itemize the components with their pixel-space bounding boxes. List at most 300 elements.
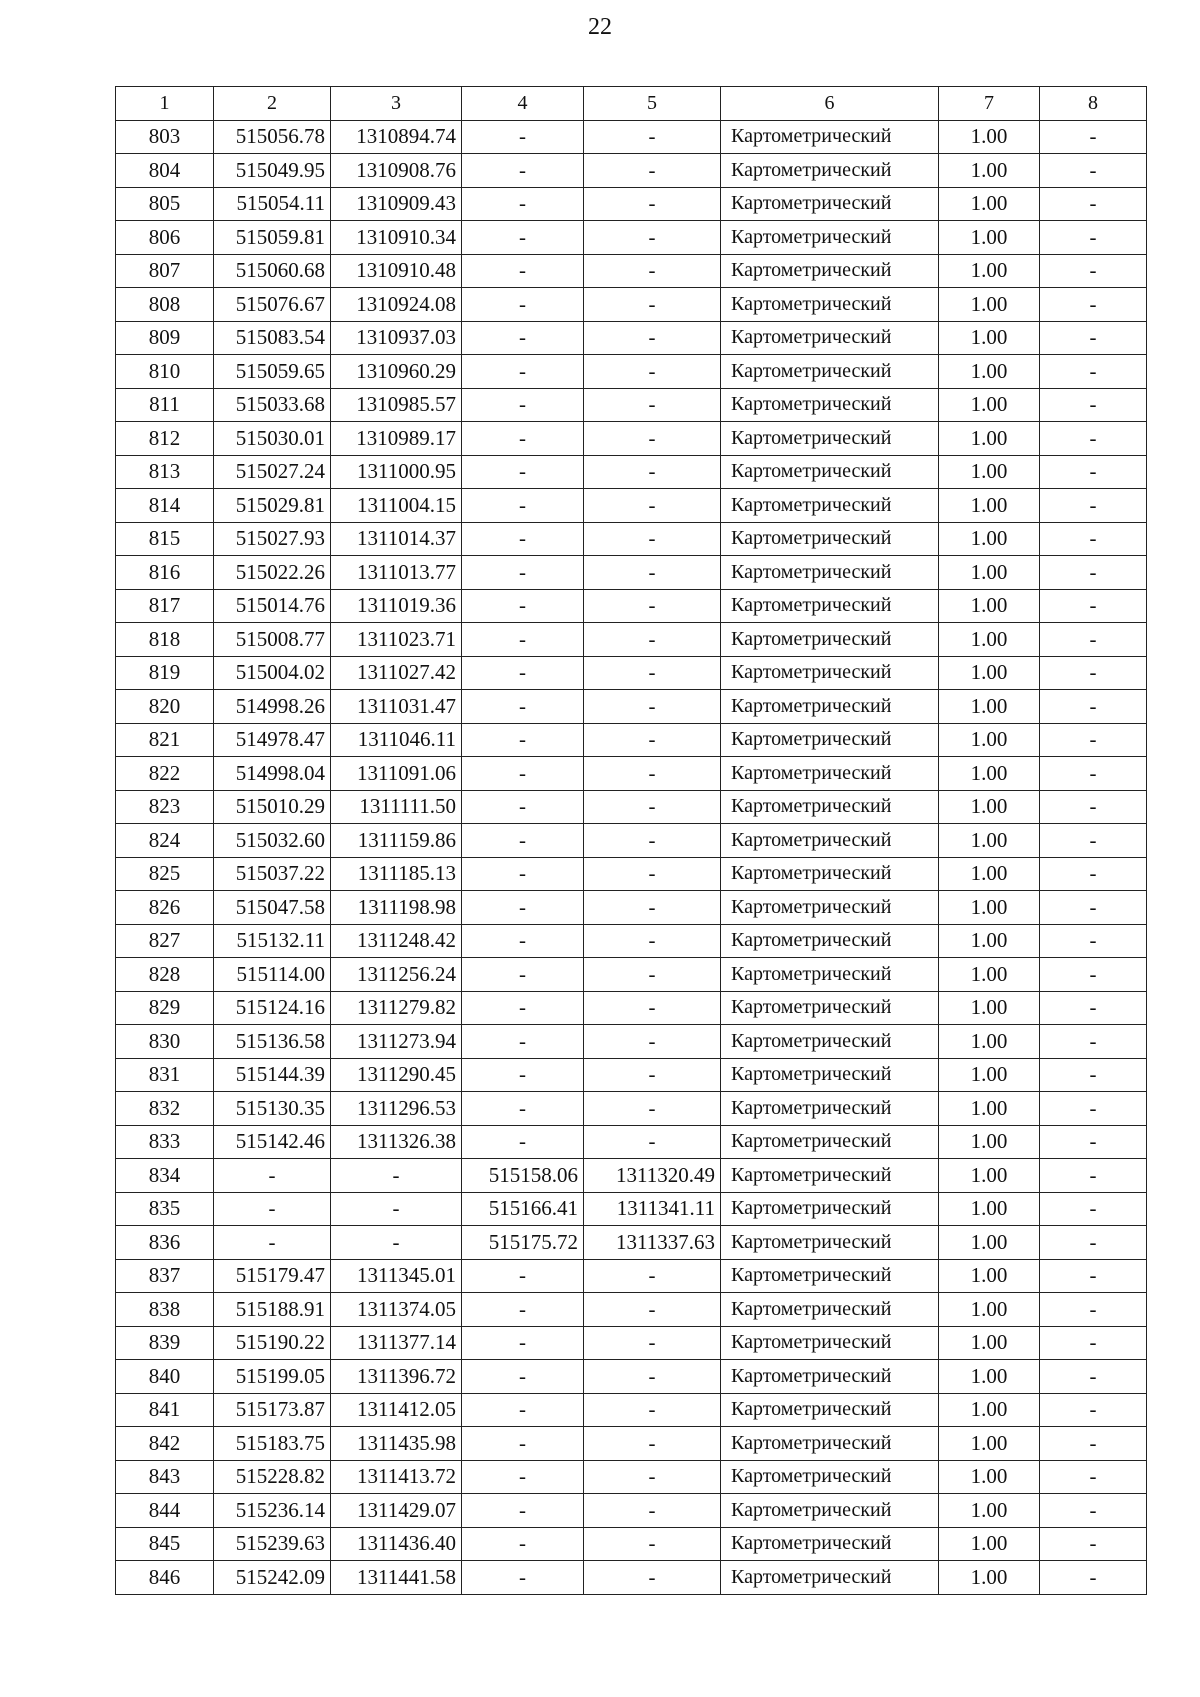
table-row bbox=[116, 1527, 1147, 1561]
table-cell: - bbox=[1040, 388, 1147, 422]
table-cell: 806 bbox=[116, 221, 214, 255]
table-cell: 1310910.48 bbox=[331, 254, 462, 288]
table-cell: 1.00 bbox=[939, 1259, 1040, 1293]
table-cell: 1.00 bbox=[939, 824, 1040, 858]
table-cell: Картометрический bbox=[721, 1494, 939, 1528]
table-cell: - bbox=[1040, 656, 1147, 690]
table-row bbox=[116, 522, 1147, 556]
table-cell: - bbox=[462, 623, 584, 657]
table-row bbox=[116, 254, 1147, 288]
table-cell: - bbox=[462, 1092, 584, 1126]
table-cell: 515175.72 bbox=[462, 1226, 584, 1260]
table-cell: 818 bbox=[116, 623, 214, 657]
table-cell: - bbox=[584, 355, 721, 389]
table-cell: 515114.00 bbox=[214, 958, 331, 992]
table-cell: - bbox=[584, 221, 721, 255]
table-cell: 1.00 bbox=[939, 321, 1040, 355]
table-cell: - bbox=[1040, 690, 1147, 724]
table-cell: - bbox=[584, 1125, 721, 1159]
table-cell: 814 bbox=[116, 489, 214, 523]
table-cell: - bbox=[1040, 924, 1147, 958]
table-cell: 836 bbox=[116, 1226, 214, 1260]
table-row bbox=[116, 1460, 1147, 1494]
table-cell: - bbox=[1040, 1259, 1147, 1293]
table-cell: 834 bbox=[116, 1159, 214, 1193]
table-row bbox=[116, 154, 1147, 188]
table-cell: - bbox=[1040, 1326, 1147, 1360]
table-cell: - bbox=[1040, 254, 1147, 288]
coordinates-table bbox=[115, 86, 1147, 1595]
table-cell: - bbox=[462, 422, 584, 456]
table-row bbox=[116, 422, 1147, 456]
table-cell: Картометрический bbox=[721, 1125, 939, 1159]
table-cell: - bbox=[214, 1226, 331, 1260]
table-row bbox=[116, 1293, 1147, 1327]
table-cell: - bbox=[1040, 589, 1147, 623]
table-cell: - bbox=[462, 589, 584, 623]
table-cell: - bbox=[1040, 321, 1147, 355]
table-cell: - bbox=[584, 1259, 721, 1293]
column-header: 7 bbox=[939, 87, 1040, 121]
table-cell: 515142.46 bbox=[214, 1125, 331, 1159]
table-body bbox=[116, 120, 1147, 1594]
table-cell: 1.00 bbox=[939, 1293, 1040, 1327]
table-cell: 826 bbox=[116, 891, 214, 925]
table-cell: Картометрический bbox=[721, 857, 939, 891]
table-cell: - bbox=[462, 690, 584, 724]
table-cell: 811 bbox=[116, 388, 214, 422]
table-cell: 515228.82 bbox=[214, 1460, 331, 1494]
table-cell: - bbox=[1040, 1427, 1147, 1461]
table-cell: 1311000.95 bbox=[331, 455, 462, 489]
table-row bbox=[116, 723, 1147, 757]
table-cell: 1311273.94 bbox=[331, 1025, 462, 1059]
table-cell: 1311435.98 bbox=[331, 1427, 462, 1461]
table-cell: - bbox=[584, 1460, 721, 1494]
table-cell: 1310937.03 bbox=[331, 321, 462, 355]
table-cell: 1311014.37 bbox=[331, 522, 462, 556]
table-row bbox=[116, 1226, 1147, 1260]
table-cell: 1.00 bbox=[939, 1192, 1040, 1226]
table-cell: Картометрический bbox=[721, 1025, 939, 1059]
table-cell: - bbox=[331, 1192, 462, 1226]
table-cell: 845 bbox=[116, 1527, 214, 1561]
table-cell: 1.00 bbox=[939, 1326, 1040, 1360]
table-cell: - bbox=[462, 388, 584, 422]
table-row bbox=[116, 1125, 1147, 1159]
table-cell: Картометрический bbox=[721, 1226, 939, 1260]
table-cell: - bbox=[214, 1192, 331, 1226]
table-cell: - bbox=[462, 455, 584, 489]
table-cell: Картометрический bbox=[721, 1460, 939, 1494]
table-cell: - bbox=[1040, 891, 1147, 925]
table-cell: 1311046.11 bbox=[331, 723, 462, 757]
table-cell: 515022.26 bbox=[214, 556, 331, 590]
table-cell: 515047.58 bbox=[214, 891, 331, 925]
table-cell: 1.00 bbox=[939, 355, 1040, 389]
table-cell: - bbox=[462, 120, 584, 154]
table-cell: - bbox=[1040, 154, 1147, 188]
table-cell: Картометрический bbox=[721, 1092, 939, 1126]
table-cell: 1.00 bbox=[939, 388, 1040, 422]
table-cell: 1311256.24 bbox=[331, 958, 462, 992]
table-cell: - bbox=[462, 221, 584, 255]
table-cell: - bbox=[462, 1293, 584, 1327]
table-cell: 515130.35 bbox=[214, 1092, 331, 1126]
table-cell: - bbox=[584, 824, 721, 858]
table-cell: - bbox=[462, 656, 584, 690]
table-cell: Картометрический bbox=[721, 154, 939, 188]
table-cell: 831 bbox=[116, 1058, 214, 1092]
table-cell: 515199.05 bbox=[214, 1360, 331, 1394]
table-cell: 803 bbox=[116, 120, 214, 154]
table-cell: 1310894.74 bbox=[331, 120, 462, 154]
table-row bbox=[116, 1326, 1147, 1360]
table-cell: 1310924.08 bbox=[331, 288, 462, 322]
table-cell: 1310910.34 bbox=[331, 221, 462, 255]
table-cell: - bbox=[584, 857, 721, 891]
table-cell: - bbox=[584, 1494, 721, 1528]
table-cell: - bbox=[462, 824, 584, 858]
table-cell: - bbox=[1040, 1226, 1147, 1260]
table-cell: 1311198.98 bbox=[331, 891, 462, 925]
table-cell: - bbox=[1040, 723, 1147, 757]
table-cell: 515083.54 bbox=[214, 321, 331, 355]
table-cell: 1311341.11 bbox=[584, 1192, 721, 1226]
table-cell: 515004.02 bbox=[214, 656, 331, 690]
table-cell: 1.00 bbox=[939, 1561, 1040, 1595]
table-cell: - bbox=[462, 1360, 584, 1394]
table-cell: - bbox=[462, 924, 584, 958]
table-cell: - bbox=[584, 120, 721, 154]
table-cell: 515136.58 bbox=[214, 1025, 331, 1059]
table-cell: 846 bbox=[116, 1561, 214, 1595]
table-cell: - bbox=[1040, 221, 1147, 255]
table-cell: Картометрический bbox=[721, 1293, 939, 1327]
table-cell: - bbox=[584, 422, 721, 456]
table-cell: 1.00 bbox=[939, 1427, 1040, 1461]
column-header: 6 bbox=[721, 87, 939, 121]
table-cell: 1311429.07 bbox=[331, 1494, 462, 1528]
table-cell: 1.00 bbox=[939, 1460, 1040, 1494]
table-cell: - bbox=[1040, 1058, 1147, 1092]
table-cell: 1.00 bbox=[939, 187, 1040, 221]
table-row bbox=[116, 1259, 1147, 1293]
table-cell: 1311413.72 bbox=[331, 1460, 462, 1494]
table-cell: Картометрический bbox=[721, 321, 939, 355]
table-cell: - bbox=[1040, 120, 1147, 154]
table-cell: 1311320.49 bbox=[584, 1159, 721, 1193]
table-row bbox=[116, 489, 1147, 523]
table-cell: - bbox=[462, 1460, 584, 1494]
table-cell: - bbox=[1040, 1561, 1147, 1595]
table-cell: - bbox=[584, 690, 721, 724]
table-cell: 833 bbox=[116, 1125, 214, 1159]
table-cell: 515173.87 bbox=[214, 1393, 331, 1427]
table-row bbox=[116, 221, 1147, 255]
table-cell: - bbox=[1040, 1125, 1147, 1159]
table-cell: 835 bbox=[116, 1192, 214, 1226]
table-cell: - bbox=[462, 1427, 584, 1461]
table-cell: - bbox=[1040, 1092, 1147, 1126]
table-cell: - bbox=[1040, 757, 1147, 791]
table-cell: 515124.16 bbox=[214, 991, 331, 1025]
table-cell: - bbox=[584, 321, 721, 355]
table-cell: Картометрический bbox=[721, 455, 939, 489]
table-cell: Картометрический bbox=[721, 254, 939, 288]
table-cell: 1311337.63 bbox=[584, 1226, 721, 1260]
table-cell: 816 bbox=[116, 556, 214, 590]
table-cell: Картометрический bbox=[721, 288, 939, 322]
table-cell: 1.00 bbox=[939, 723, 1040, 757]
table-row bbox=[116, 1427, 1147, 1461]
table-cell: - bbox=[584, 991, 721, 1025]
table-cell: - bbox=[584, 589, 721, 623]
table-cell: - bbox=[462, 1125, 584, 1159]
table-cell: 1.00 bbox=[939, 690, 1040, 724]
table-cell: Картометрический bbox=[721, 757, 939, 791]
table-cell: 1.00 bbox=[939, 623, 1040, 657]
table-cell: Картометрический bbox=[721, 187, 939, 221]
table-cell: - bbox=[462, 891, 584, 925]
column-header: 1 bbox=[116, 87, 214, 121]
table-cell: 1.00 bbox=[939, 891, 1040, 925]
table-row bbox=[116, 991, 1147, 1025]
table-cell: Картометрический bbox=[721, 589, 939, 623]
table-cell: 839 bbox=[116, 1326, 214, 1360]
table-cell: 1.00 bbox=[939, 455, 1040, 489]
table-cell: Картометрический bbox=[721, 656, 939, 690]
table-cell: - bbox=[584, 522, 721, 556]
table-cell: 819 bbox=[116, 656, 214, 690]
table-cell: 841 bbox=[116, 1393, 214, 1427]
table-row bbox=[116, 623, 1147, 657]
table-cell: 825 bbox=[116, 857, 214, 891]
table-cell: 515076.67 bbox=[214, 288, 331, 322]
table-cell: 1.00 bbox=[939, 1360, 1040, 1394]
table-cell: 515032.60 bbox=[214, 824, 331, 858]
table-cell: 515132.11 bbox=[214, 924, 331, 958]
table-cell: 813 bbox=[116, 455, 214, 489]
table-cell: 1.00 bbox=[939, 958, 1040, 992]
table-row bbox=[116, 1159, 1147, 1193]
table-cell: 1311441.58 bbox=[331, 1561, 462, 1595]
table-cell: Картометрический bbox=[721, 489, 939, 523]
table-cell: 1.00 bbox=[939, 757, 1040, 791]
table-cell: - bbox=[584, 623, 721, 657]
table-cell: 515037.22 bbox=[214, 857, 331, 891]
table-cell: - bbox=[1040, 422, 1147, 456]
table-cell: 1311091.06 bbox=[331, 757, 462, 791]
table-cell: 1.00 bbox=[939, 1159, 1040, 1193]
table-cell: 821 bbox=[116, 723, 214, 757]
table-cell: - bbox=[462, 857, 584, 891]
table-cell: 1.00 bbox=[939, 154, 1040, 188]
table-cell: 807 bbox=[116, 254, 214, 288]
table-row bbox=[116, 690, 1147, 724]
table-cell: - bbox=[1040, 1460, 1147, 1494]
table-cell: - bbox=[462, 321, 584, 355]
table-cell: - bbox=[1040, 187, 1147, 221]
table-cell: 1311248.42 bbox=[331, 924, 462, 958]
column-header: 2 bbox=[214, 87, 331, 121]
table-cell: Картометрический bbox=[721, 1527, 939, 1561]
table-cell: - bbox=[214, 1159, 331, 1193]
table-cell: 1.00 bbox=[939, 120, 1040, 154]
table-cell: Картометрический bbox=[721, 388, 939, 422]
table-row bbox=[116, 589, 1147, 623]
table-row bbox=[116, 857, 1147, 891]
table-row bbox=[116, 187, 1147, 221]
table-cell: - bbox=[1040, 489, 1147, 523]
table-cell: Картометрический bbox=[721, 1192, 939, 1226]
table-cell: - bbox=[1040, 455, 1147, 489]
table-cell: 515030.01 bbox=[214, 422, 331, 456]
table-cell: 1.00 bbox=[939, 1393, 1040, 1427]
table-cell: Картометрический bbox=[721, 422, 939, 456]
table-row bbox=[116, 656, 1147, 690]
table-cell: 812 bbox=[116, 422, 214, 456]
table-row bbox=[116, 288, 1147, 322]
table-cell: Картометрический bbox=[721, 1058, 939, 1092]
table-cell: - bbox=[584, 1058, 721, 1092]
table-cell: - bbox=[462, 489, 584, 523]
table-cell: 1310909.43 bbox=[331, 187, 462, 221]
table-cell: - bbox=[462, 723, 584, 757]
table-cell: - bbox=[1040, 522, 1147, 556]
table-cell: 515179.47 bbox=[214, 1259, 331, 1293]
table-cell: - bbox=[331, 1226, 462, 1260]
table-cell: 515242.09 bbox=[214, 1561, 331, 1595]
table-cell: - bbox=[1040, 1527, 1147, 1561]
table-cell: 515054.11 bbox=[214, 187, 331, 221]
table-cell: - bbox=[584, 187, 721, 221]
table-row bbox=[116, 1025, 1147, 1059]
table-cell: - bbox=[462, 1058, 584, 1092]
table-cell: - bbox=[462, 1326, 584, 1360]
table-cell: - bbox=[584, 455, 721, 489]
table-row bbox=[116, 120, 1147, 154]
table-cell: 515059.81 bbox=[214, 221, 331, 255]
table-cell: Картометрический bbox=[721, 1159, 939, 1193]
table-cell: - bbox=[462, 757, 584, 791]
table-cell: - bbox=[462, 1259, 584, 1293]
table-cell: - bbox=[1040, 1159, 1147, 1193]
table-cell: 1311185.13 bbox=[331, 857, 462, 891]
table-cell: 515060.68 bbox=[214, 254, 331, 288]
table-cell: 1.00 bbox=[939, 489, 1040, 523]
table-cell: 1311377.14 bbox=[331, 1326, 462, 1360]
table-cell: 515158.06 bbox=[462, 1159, 584, 1193]
table-cell: 1.00 bbox=[939, 924, 1040, 958]
table-cell: - bbox=[331, 1159, 462, 1193]
table-row bbox=[116, 556, 1147, 590]
table-cell: 515144.39 bbox=[214, 1058, 331, 1092]
table-row bbox=[116, 1494, 1147, 1528]
table-cell: 1.00 bbox=[939, 254, 1040, 288]
table-cell: - bbox=[584, 1561, 721, 1595]
table-cell: - bbox=[462, 522, 584, 556]
table-cell: 515008.77 bbox=[214, 623, 331, 657]
table-cell: 1311296.53 bbox=[331, 1092, 462, 1126]
table-cell: Картометрический bbox=[721, 924, 939, 958]
table-cell: - bbox=[1040, 1494, 1147, 1528]
column-header: 5 bbox=[584, 87, 721, 121]
table-cell: 514998.26 bbox=[214, 690, 331, 724]
table-cell: Картометрический bbox=[721, 355, 939, 389]
table-cell: 1.00 bbox=[939, 1125, 1040, 1159]
table-cell: 1.00 bbox=[939, 1058, 1040, 1092]
table-cell: - bbox=[584, 1326, 721, 1360]
table-cell: - bbox=[462, 1561, 584, 1595]
table-cell: 832 bbox=[116, 1092, 214, 1126]
table-cell: Картометрический bbox=[721, 623, 939, 657]
table-row bbox=[116, 891, 1147, 925]
table-cell: - bbox=[584, 1360, 721, 1394]
table-cell: Картометрический bbox=[721, 522, 939, 556]
table-cell: - bbox=[462, 556, 584, 590]
table-cell: - bbox=[1040, 288, 1147, 322]
table-cell: 804 bbox=[116, 154, 214, 188]
table-cell: 1.00 bbox=[939, 1092, 1040, 1126]
table-cell: 1.00 bbox=[939, 288, 1040, 322]
table-cell: 829 bbox=[116, 991, 214, 1025]
table-cell: 820 bbox=[116, 690, 214, 724]
table-cell: 1.00 bbox=[939, 1226, 1040, 1260]
table-cell: - bbox=[584, 924, 721, 958]
table-cell: 1310960.29 bbox=[331, 355, 462, 389]
table-cell: 515056.78 bbox=[214, 120, 331, 154]
table-cell: 827 bbox=[116, 924, 214, 958]
table-cell: 830 bbox=[116, 1025, 214, 1059]
table-cell: - bbox=[1040, 958, 1147, 992]
table-cell: 515027.93 bbox=[214, 522, 331, 556]
table-cell: - bbox=[462, 958, 584, 992]
table-cell: - bbox=[462, 991, 584, 1025]
table-row bbox=[116, 388, 1147, 422]
table-cell: Картометрический bbox=[721, 556, 939, 590]
table-cell: 1.00 bbox=[939, 522, 1040, 556]
table-cell: - bbox=[584, 958, 721, 992]
table-row bbox=[116, 1561, 1147, 1595]
table-cell: - bbox=[584, 254, 721, 288]
table-cell: - bbox=[1040, 857, 1147, 891]
table-cell: - bbox=[1040, 1025, 1147, 1059]
table-cell: 1311027.42 bbox=[331, 656, 462, 690]
table-cell: 1311290.45 bbox=[331, 1058, 462, 1092]
table-cell: 515190.22 bbox=[214, 1326, 331, 1360]
table-cell: 838 bbox=[116, 1293, 214, 1327]
table-cell: 515166.41 bbox=[462, 1192, 584, 1226]
table-cell: Картометрический bbox=[721, 891, 939, 925]
table-cell: 1.00 bbox=[939, 589, 1040, 623]
table-cell: - bbox=[1040, 1360, 1147, 1394]
table-cell: - bbox=[462, 254, 584, 288]
column-header: 3 bbox=[331, 87, 462, 121]
table-cell: 1311436.40 bbox=[331, 1527, 462, 1561]
table-cell: - bbox=[1040, 1293, 1147, 1327]
table-cell: 824 bbox=[116, 824, 214, 858]
table-cell: 1311396.72 bbox=[331, 1360, 462, 1394]
table-cell: 1.00 bbox=[939, 422, 1040, 456]
table-cell: 1.00 bbox=[939, 991, 1040, 1025]
table-cell: 808 bbox=[116, 288, 214, 322]
table-cell: 515029.81 bbox=[214, 489, 331, 523]
table-cell: - bbox=[584, 1527, 721, 1561]
table-cell: 1.00 bbox=[939, 857, 1040, 891]
table-cell: 828 bbox=[116, 958, 214, 992]
table-cell: - bbox=[584, 154, 721, 188]
